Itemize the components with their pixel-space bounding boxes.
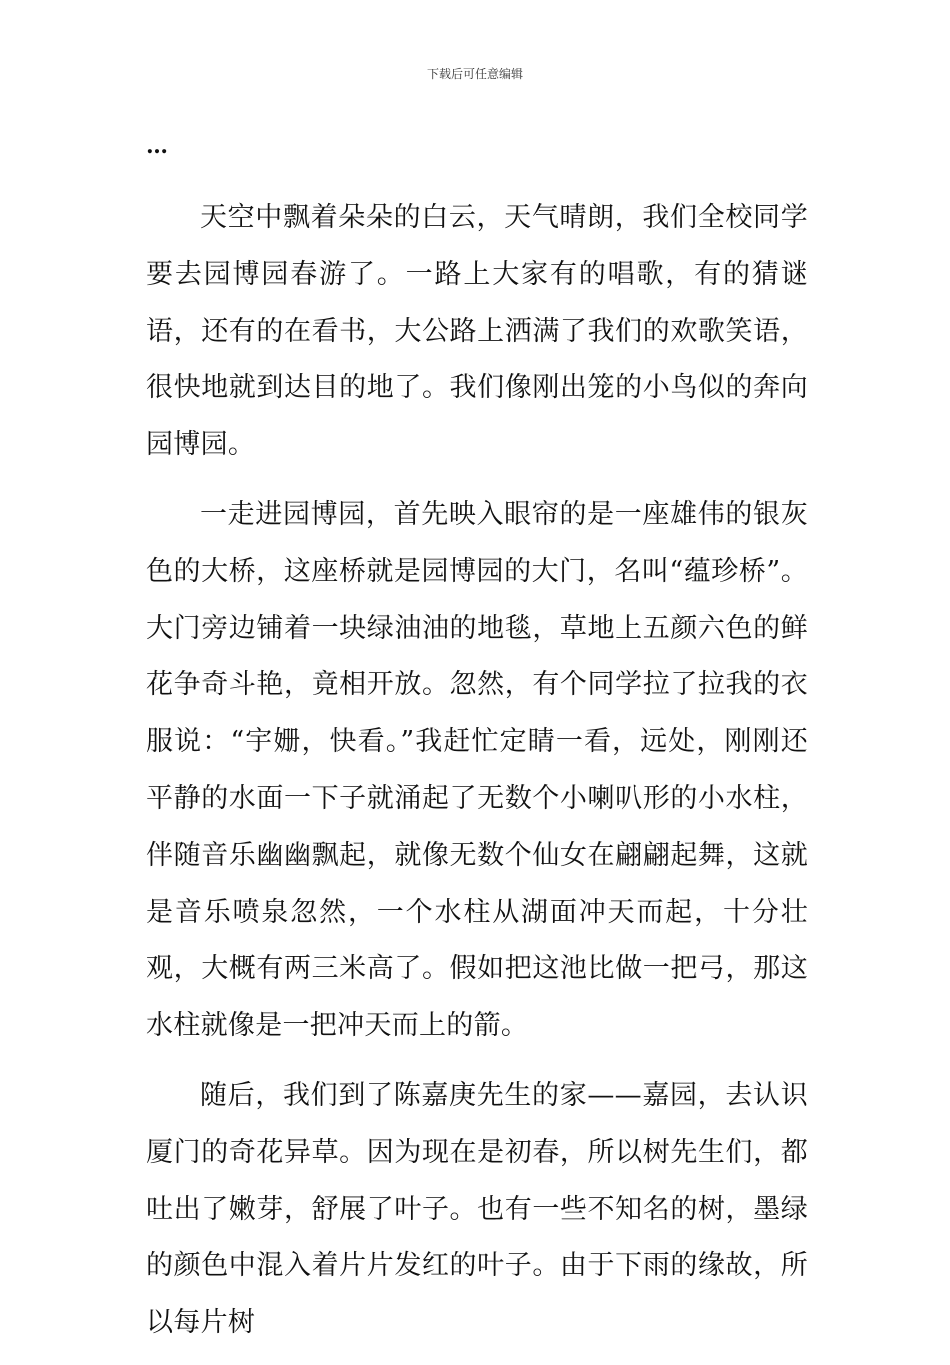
paragraph-3: 随后，我们到了陈嘉庚先生的家——嘉园，去认识厦门的奇花异草。因为现在是初春，所以树先生们，都吐出了嫩芽，舒展了叶子。也有一些不知名的树，墨绿的颜色中混入着片片发红的叶子。由于下雨的缘故，所以每片树: [146, 1079, 808, 1339]
paragraph-2: 一走进园博园，首先映入眼帘的是一座雄伟的银灰色的大桥，这座桥就是园博园的大门，名叫“蕴珍桥”。大门旁边铺着一块绿油油的地毯，草地上五颜六色的鲜花争奇斗艳，竟相开放。忽然，有个同学拉了拉我的衣服说：“宇姗，快看。”我赶忙定睛一看，远处，刚刚还平静的水面一下子就涌起了无数个小喇叭形的小水柱，伴随音乐幽幽飘起，就像无数个仙女在翩翩起舞，这就是音乐喷泉忽然，一个水柱从湖面冲天而起，十分壮观，大概有两三米高了。假如把这池比做一把弓，那这水柱就像是一把冲天而上的箭。: [146, 498, 808, 1042]
paragraph-1: 天空中飘着朵朵的白云，天气晴朗，我们全校同学要去园博园春游了。一路上大家有的唱歌，有的猜谜语，还有的在看书，大公路上洒满了我们的欢歌笑语，很快地就到达目的地了。我们像刚出笼的小鸟似的奔向园博园。: [146, 202, 808, 461]
continuation-ellipsis: …: [146, 133, 168, 159]
page-header-note: 下载后可任意编辑: [426, 67, 523, 81]
document-body: [146, 190, 808, 1365]
